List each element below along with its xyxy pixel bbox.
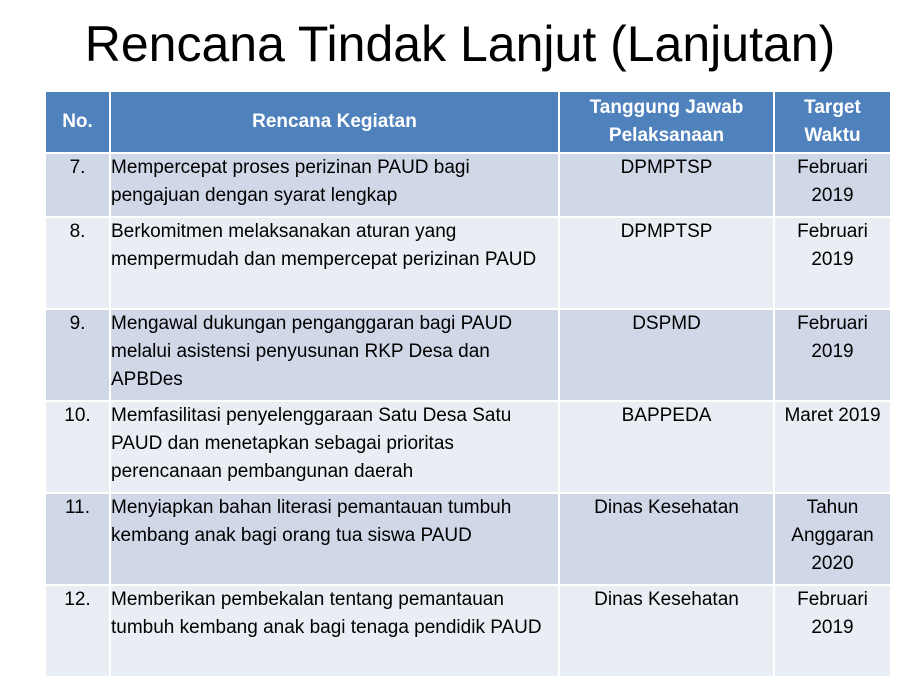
row-no: 8. xyxy=(46,217,110,309)
row-target: Februari 2019 xyxy=(774,585,890,677)
row-responsible: BAPPEDA xyxy=(559,401,774,493)
row-target: Februari 2019 xyxy=(774,153,890,217)
header-no: No. xyxy=(46,92,110,153)
table-row xyxy=(46,153,890,217)
table-row xyxy=(46,217,890,309)
table-row xyxy=(46,493,890,585)
row-responsible: DPMPTSP xyxy=(559,153,774,217)
row-activity: Mengawal dukungan penganggaran bagi PAUD melalui asistensi penyusunan RKP Desa dan APBDes xyxy=(110,309,559,401)
slide-title: Rencana Tindak Lanjut (Lanjutan) xyxy=(84,16,836,72)
action-plan-table xyxy=(46,92,890,678)
row-no: 12. xyxy=(46,585,110,677)
row-activity: Memfasilitasi penyelenggaraan Satu Desa Satu PAUD dan menetapkan sebagai prioritas perencanaan pembangunan daerah xyxy=(110,401,559,493)
row-target: Maret 2019 xyxy=(774,401,890,493)
header-target: Target Waktu xyxy=(774,92,890,153)
table-row xyxy=(46,401,890,493)
row-activity: Mempercepat proses perizinan PAUD bagi pengajuan dengan syarat lengkap xyxy=(110,153,559,217)
header-activity: Rencana Kegiatan xyxy=(110,92,559,153)
table-row xyxy=(46,585,890,677)
row-activity: Menyiapkan bahan literasi pemantauan tumbuh kembang anak bagi orang tua siswa PAUD xyxy=(110,493,559,585)
row-responsible: Dinas Kesehatan xyxy=(559,585,774,677)
row-responsible: Dinas Kesehatan xyxy=(559,493,774,585)
row-responsible: DSPMD xyxy=(559,309,774,401)
row-no: 9. xyxy=(46,309,110,401)
row-target: Februari 2019 xyxy=(774,217,890,309)
row-responsible: DPMPTSP xyxy=(559,217,774,309)
row-no: 10. xyxy=(46,401,110,493)
row-target: Tahun Anggaran 2020 xyxy=(774,493,890,585)
row-no: 7. xyxy=(46,153,110,217)
row-target: Februari 2019 xyxy=(774,309,890,401)
row-activity: Memberikan pembekalan tentang pemantauan tumbuh kembang anak bagi tenaga pendidik PAUD xyxy=(110,585,559,677)
table-header-row xyxy=(46,92,890,153)
table-row xyxy=(46,309,890,401)
row-activity: Berkomitmen melaksanakan aturan yang mempermudah dan mempercepat perizinan PAUD xyxy=(110,217,559,309)
header-responsible: Tanggung Jawab Pelaksanaan xyxy=(559,92,774,153)
row-no: 11. xyxy=(46,493,110,585)
